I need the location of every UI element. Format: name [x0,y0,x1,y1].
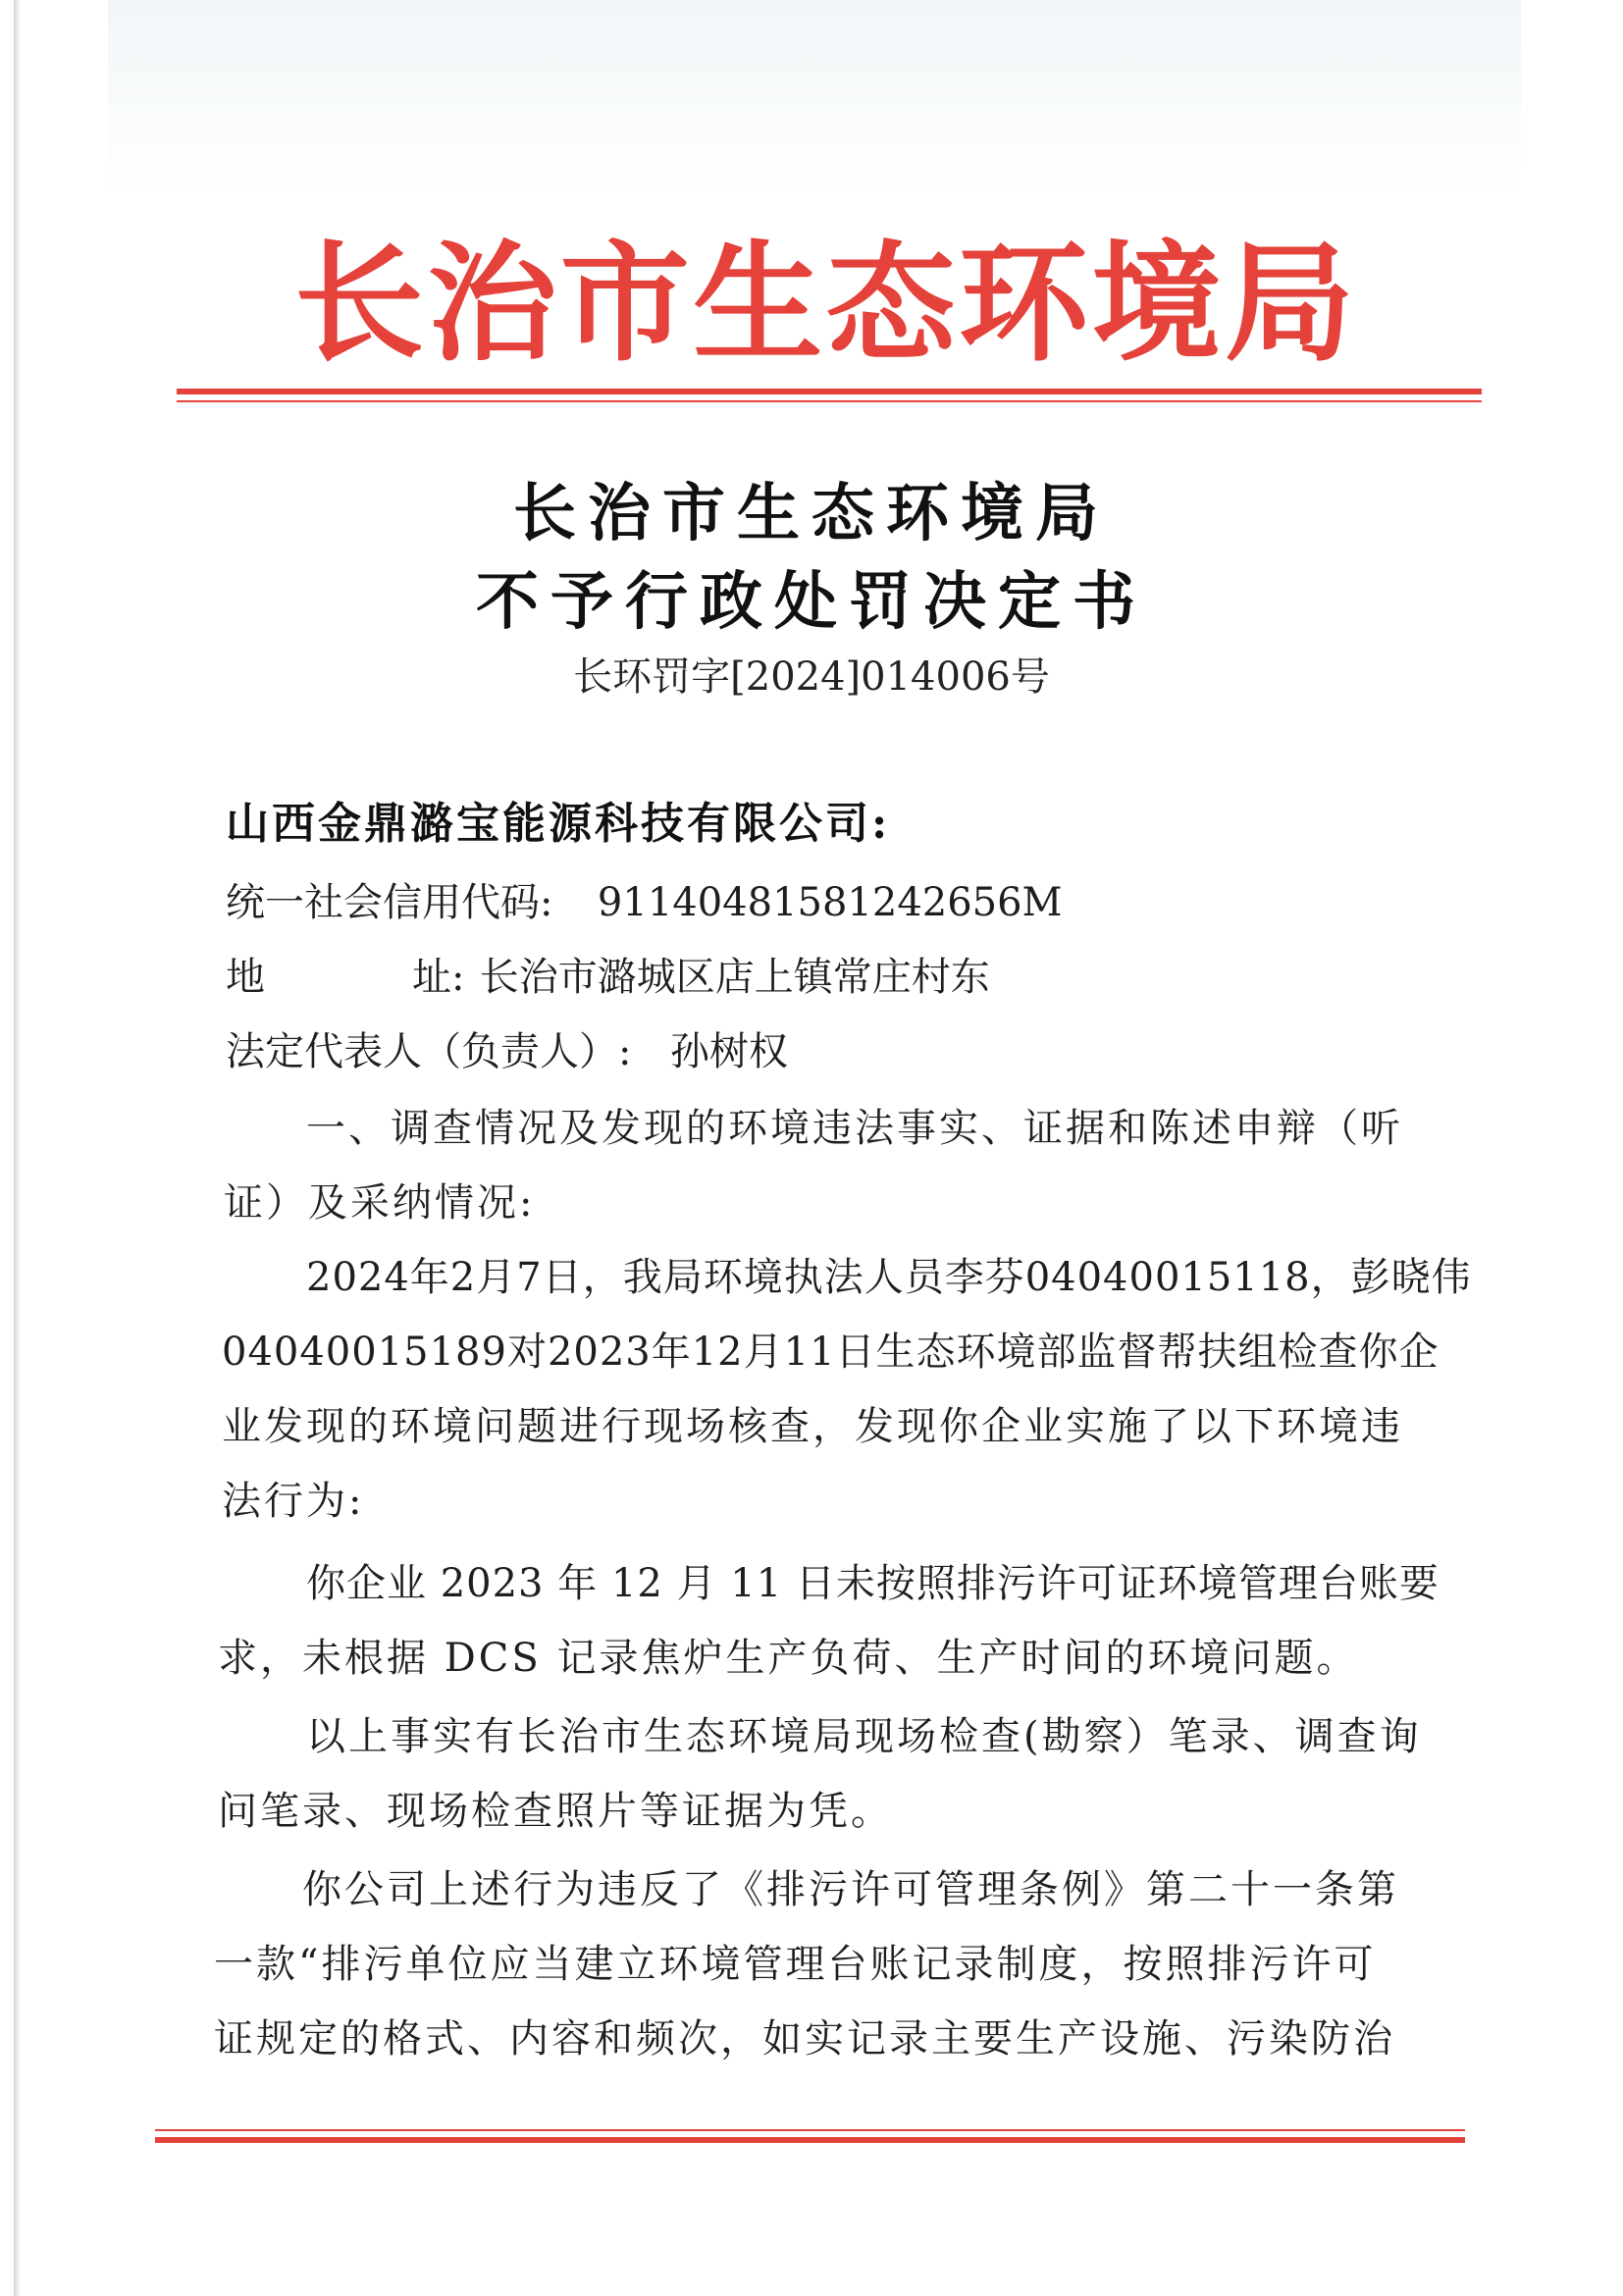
body-line: 以上事实有长治市生态环境局现场检查(勘察）笔录、调查询 [306,1714,1422,1759]
footer-rule-thin [155,2129,1465,2131]
credit-code-value: 91140481581242656M [597,880,1063,925]
body-line: 一、调查情况及发现的环境违法事实、证据和陈述申辩（听 [306,1106,1403,1151]
body-line: 证规定的格式、内容和频次，如实记录主要生产设施、污染防治 [214,2016,1395,2061]
address-label [226,955,467,1000]
body-line: 法行为: [222,1479,365,1524]
masthead-char: 治 [427,229,557,380]
scan-edge [14,0,20,2296]
body-line: 一款“排污单位应当建立环境管理台账记录制度，按照排污许可 [214,1942,1377,1987]
masthead-char: 境 [1091,229,1222,380]
body-line: 业发现的环境问题进行现场核查，发现你企业实施了以下环境违 [222,1404,1403,1449]
masthead-char: 生 [693,229,823,380]
body-line: 04040015189对2023年12月11日生态环境部监督帮扶组检查你企 [222,1330,1440,1375]
scan-tint [108,0,1521,196]
body-line: 你企业 2023 年 12 月 11 日未按照排污许可证环境管理台账要 [306,1561,1440,1606]
address-label-2: 址: [412,955,465,1000]
masthead-char: 长 [294,229,424,380]
footer-rule-thick [155,2137,1465,2143]
doc-number: 长环罚字[2024]014006号 [573,654,1050,700]
legal-rep-value: 孙树权 [669,1029,788,1074]
masthead-rule-thick [177,389,1482,394]
masthead-char: 局 [1224,229,1354,380]
body-line: 问笔录、现场检查照片等证据为凭。 [218,1789,893,1834]
doc-title-line1: 长治市生态环境局 [513,477,1110,550]
address-row [226,955,990,1000]
body-line: 2024年2月7日，我局环境执法人员李芬04040015118，彭晓伟 [306,1255,1472,1300]
body-line: 求，未根据 DCS 记录焦炉生产负荷、生产时间的环境问题。 [218,1636,1359,1681]
legal-rep-row [226,1029,788,1074]
address-label-1: 地 [226,955,265,1000]
address-value: 长治市潞城区店上镇常庄村东 [479,955,990,1000]
legal-rep-label: 法定代表人（负责人）: [226,1029,632,1074]
masthead [294,216,1354,392]
masthead-rule-thin [177,400,1482,402]
masthead-char: 环 [959,229,1089,380]
credit-code-row [226,880,1063,925]
recipient-name: 山西金鼎潞宝能源科技有限公司: [226,799,891,849]
body-line: 你公司上述行为违反了《排污许可管理条例》第二十一条第 [302,1867,1399,1912]
masthead-char: 市 [559,229,690,380]
body-line: 证）及采纳情况: [224,1180,536,1226]
doc-title-line2: 不予行政处罚决定书 [476,565,1147,639]
masthead-char: 态 [825,229,956,380]
credit-code-label: 统一社会信用代码: [226,880,553,925]
